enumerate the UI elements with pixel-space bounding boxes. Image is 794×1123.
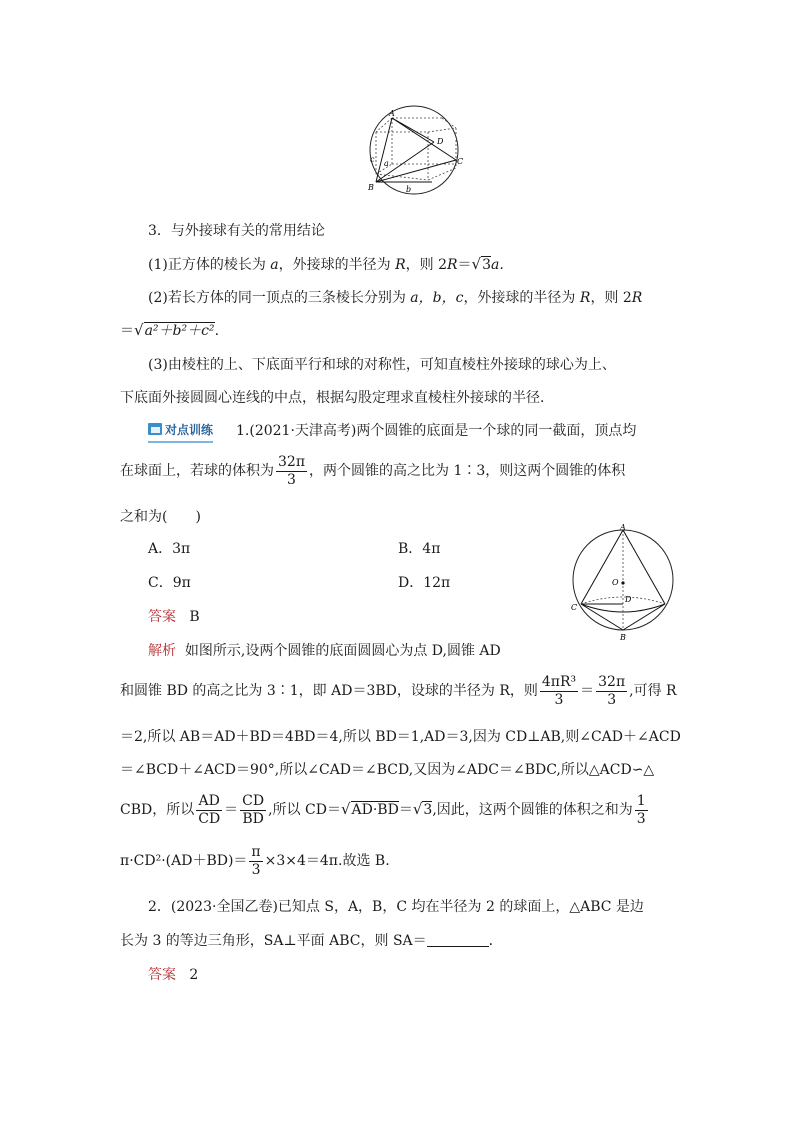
section-heading: 3．与外接球有关的常用结论 xyxy=(148,223,325,239)
figure-sphere-box xyxy=(362,104,466,198)
q1-answer: 答案 B xyxy=(148,609,200,625)
box-edge xyxy=(428,128,456,132)
q1-solution-line2: 和圆锥 BD 的高之比为 3∶1，即 AD＝3BD，设球的半径为 R，则 $\frac{\text{4πR³}}{3}$ ＝ $\frac{32\pi}{3}$ ,可得 R xyxy=(120,673,677,708)
q1-option-a[interactable]: A．3π xyxy=(148,541,191,557)
cone-edge-AC xyxy=(581,530,623,604)
q1-solution-line1: 解析 如图所示,设两个圆锥的底面圆圆心为点 D,圆锥 AD xyxy=(148,643,501,659)
q1-solution-line3: ＝2,所以 AB＝AD＋BD＝4BD＝4,所以 BD＝1,AD＝3,因为 CD⊥AB,则∠CAD＋∠ACD xyxy=(120,729,681,745)
label-A: A xyxy=(389,109,395,118)
center-O xyxy=(621,581,624,584)
q1-option-d[interactable]: D．12π xyxy=(398,575,451,591)
q1-solution-line6: π·CD²·(AD＋BD)＝ $\frac{\pi}{3}$ ×3×4＝4π.故选 B. xyxy=(120,843,390,878)
conclusion-2-line2: ＝√a²＋b²＋c². xyxy=(120,321,220,339)
figure-sphere-cones xyxy=(566,524,680,642)
label-B: B xyxy=(620,633,626,642)
q2-answer-blank[interactable] xyxy=(427,932,489,947)
q1-option-c[interactable]: C．9π xyxy=(148,575,191,591)
box-edge xyxy=(428,168,456,180)
q1-stem-line1: 1.(2021·天津高考)两个圆锥的底面是一个球的同一截面，顶点均 xyxy=(236,423,637,439)
segment-AC xyxy=(392,118,456,160)
label-D: D xyxy=(437,137,444,146)
label-a: a xyxy=(384,159,389,168)
q2-stem-line2: 长为 3 的等边三角形，SA⊥平面 ABC，则 SA＝ ． xyxy=(120,933,503,949)
q1-solution-line4: ＝∠BCD＋∠ACD＝90°,所以∠CAD＝∠BCD,又因为∠ADC＝∠BDC,所以△ACD∽△ xyxy=(120,762,655,778)
q1-solution-line5: CBD，所以 $\frac{AD}{CD}$ ＝ $\frac{CD}{BD}$ ,所以 CD＝√AD·BD＝√3,因此，这两个圆锥的体积之和为 $\frac{1}{3}$ xyxy=(120,792,646,827)
training-badge: 对点训练 xyxy=(148,420,213,443)
conclusion-2-line1: (2)若长方体的同一顶点的三条棱长分别为 a，b，c，外接球的半径为 R，则 2R xyxy=(148,290,643,306)
conclusion-1: (1)正方体的棱长为 a，外接球的半径为 R，则 2R＝√3a. xyxy=(148,255,504,273)
label-c: c xyxy=(370,155,375,164)
label-B: B xyxy=(368,183,374,192)
cone-edge-BC xyxy=(581,604,623,630)
label-C: C xyxy=(571,603,578,612)
label-C: C xyxy=(457,157,464,166)
box-edge xyxy=(442,118,456,128)
training-icon xyxy=(148,423,162,435)
conclusion-3-line2: 下底面外接圆圆心连线的中点，根据勾股定理求直棱柱外接球的半径． xyxy=(120,390,554,406)
q1-option-b[interactable]: B．4π xyxy=(398,541,441,557)
label-D: D xyxy=(625,595,632,604)
label-O: O xyxy=(612,578,619,587)
label-b: b xyxy=(406,185,412,194)
cone-edge-AE xyxy=(623,530,665,604)
q1-stem-line3: 之和为( ) xyxy=(120,509,201,525)
label-A: A xyxy=(620,524,626,532)
segment-AD xyxy=(392,118,434,142)
q2-stem-line1: 2．(2023·全国乙卷)已知点 S，A，B，C 均在半径为 2 的球面上，△ABC 是边 xyxy=(148,899,644,915)
q1-stem-line2: 在球面上，若球的体积为 $\frac{32\pi}{3}$ ，两个圆锥的高之比为 1∶3，则这两个圆锥的体积 xyxy=(120,453,626,488)
cone-edge-BE xyxy=(623,604,665,630)
q2-answer: 答案 2 xyxy=(148,967,199,983)
sphere-outline xyxy=(370,106,458,194)
conclusion-3-line1: (3)由棱柱的上、下底面平行和球的对称性，可知直棱柱外接球的球心为上、 xyxy=(148,357,616,373)
